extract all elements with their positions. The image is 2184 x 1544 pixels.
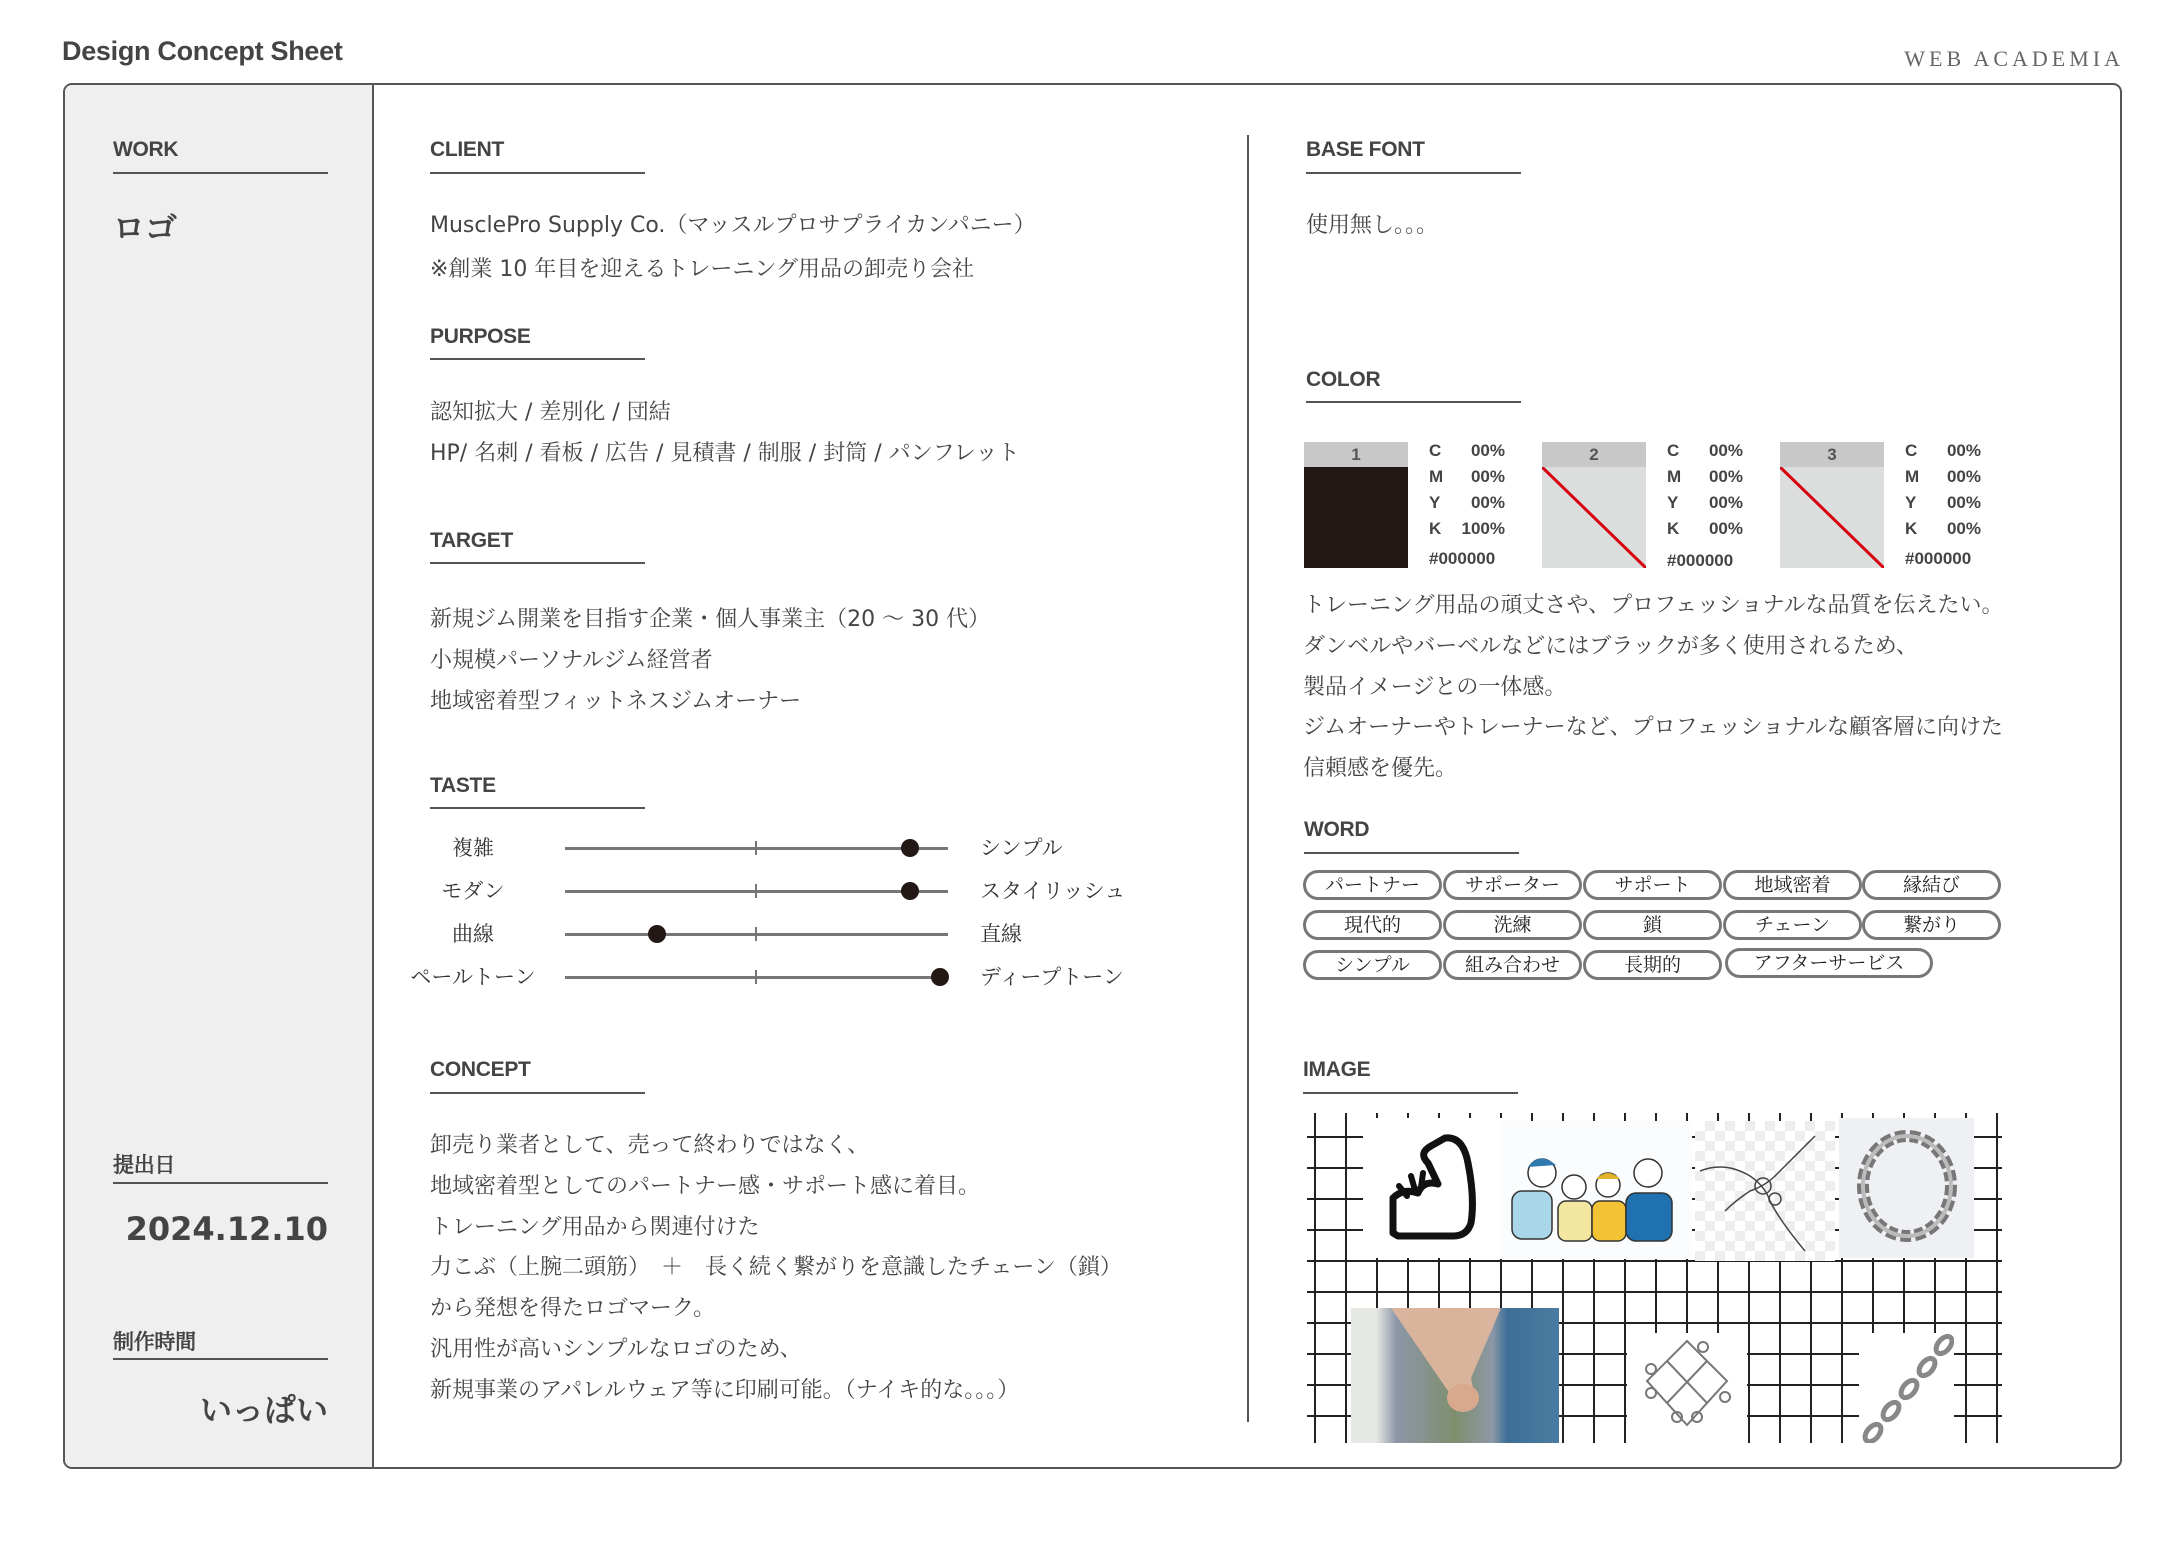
unset-slash-icon xyxy=(1542,467,1646,568)
cmyk-k-value: 100% xyxy=(1461,519,1505,538)
cmyk-c-label: C xyxy=(1905,441,1918,460)
puzzle-pieces-icon xyxy=(1627,1333,1747,1443)
cmyk-k-label: K xyxy=(1429,519,1442,538)
concept-line: 地域密着型としてのパートナー感・サポート感に着目。 xyxy=(430,1174,981,1199)
color-underline xyxy=(1306,401,1521,403)
cmyk-m-label: M xyxy=(1905,467,1920,486)
word-pill: 地域密着 xyxy=(1723,870,1862,900)
word-pill: 縁結び xyxy=(1862,870,2001,900)
cmyk-m-label: M xyxy=(1667,467,1682,486)
swatch-3-cmyk xyxy=(1905,438,1981,542)
holding-hands-photo xyxy=(1351,1308,1559,1443)
swatch-2-cmyk xyxy=(1667,438,1743,542)
slider-knob[interactable] xyxy=(931,968,949,986)
swatch-3-hex: #000000 xyxy=(1905,549,1972,568)
slider-center-tick xyxy=(755,970,757,984)
word-pill: 洗練 xyxy=(1443,910,1582,940)
slider-right-label: 直線 xyxy=(980,922,1022,946)
target-line: 地域密着型フィットネスジムオーナー xyxy=(430,689,802,714)
taste-slider-deep-tone xyxy=(410,962,1220,992)
slider-left-label: モダン xyxy=(441,879,505,903)
color-swatch-1[interactable] xyxy=(1304,442,1408,568)
cmyk-c-label: C xyxy=(1667,441,1680,460)
slider-right-label: ディープトーン xyxy=(980,965,1124,989)
word-pill: 長期的 xyxy=(1583,950,1722,980)
target-line: 新規ジム開業を目指す企業・個人事業主（20 〜 30 代） xyxy=(430,607,991,632)
slider-track-area[interactable] xyxy=(565,876,948,906)
image-underline xyxy=(1303,1092,1518,1094)
cmyk-m-value: 00% xyxy=(1708,467,1743,486)
cmyk-k-label: K xyxy=(1905,519,1918,538)
swatch-index: 1 xyxy=(1304,442,1408,467)
submitted-underline xyxy=(113,1182,328,1184)
taste-label: TASTE xyxy=(430,774,496,797)
purpose-line: HP/ 名刺 / 看板 / 広告 / 見積書 / 制服 / 封筒 / パンフレット xyxy=(430,441,1020,466)
slider-left-label: ペールトーン xyxy=(410,965,536,989)
base-font-underline xyxy=(1306,172,1521,174)
color-label: COLOR xyxy=(1306,368,1381,391)
image-label: IMAGE xyxy=(1303,1058,1371,1081)
production-time-label: 制作時間 xyxy=(113,1331,196,1354)
taste-sliders xyxy=(410,833,1220,1013)
brand-logo-text: WEB ACADEMIA xyxy=(1904,46,2124,71)
color-swatch-3[interactable] xyxy=(1780,442,1884,568)
cmyk-m-value: 00% xyxy=(1946,467,1981,486)
slider-track-area[interactable] xyxy=(565,833,948,863)
cmyk-y-value: 00% xyxy=(1708,493,1743,512)
slider-center-tick xyxy=(755,841,757,855)
swatch-1-cmyk xyxy=(1429,438,1505,542)
color-swatch-2[interactable] xyxy=(1542,442,1646,568)
swatch-index: 3 xyxy=(1780,442,1884,467)
word-pill: パートナー xyxy=(1303,870,1442,900)
sidebar xyxy=(65,85,374,1467)
color-description-line: トレーニング用品の頑丈さや、プロフェッショナルな品質を伝えたい。 xyxy=(1303,593,2004,618)
submitted-label: 提出日 xyxy=(113,1154,176,1177)
slider-right-label: スタイリッシュ xyxy=(980,879,1126,903)
taste-slider-simple xyxy=(420,833,1220,863)
target-underline xyxy=(430,562,645,564)
target-line: 小規模パーソナルジム経営者 xyxy=(430,648,713,673)
cmyk-m-label: M xyxy=(1429,467,1444,486)
swatch-fill-unset xyxy=(1542,467,1646,568)
color-description-line: ジムオーナーやトレーナーなど、プロフェッショナルな顧客層に向けた xyxy=(1303,715,2004,740)
word-pill: 現代的 xyxy=(1303,910,1442,940)
cmyk-y-value: 00% xyxy=(1946,493,1981,512)
cmyk-c-value: 00% xyxy=(1946,441,1981,460)
slider-left-label: 曲線 xyxy=(452,922,494,946)
slider-knob[interactable] xyxy=(648,925,666,943)
word-pill: シンプル xyxy=(1303,950,1442,980)
base-font-label: BASE FONT xyxy=(1306,138,1425,161)
slider-left-label: 複雑 xyxy=(452,836,494,860)
color-description-line: 信頼感を優先。 xyxy=(1303,756,1458,781)
swatch-fill-unset xyxy=(1780,467,1884,568)
concept-line: 卸売り業者として、売って終わりではなく、 xyxy=(430,1133,870,1158)
color-description-line: 製品イメージとの一体感。 xyxy=(1303,675,1567,700)
work-label: WORK xyxy=(113,138,179,161)
word-pill: 鎖 xyxy=(1583,910,1722,940)
column-divider xyxy=(1247,135,1249,1422)
slider-knob[interactable] xyxy=(901,882,919,900)
cmyk-k-value: 00% xyxy=(1708,519,1743,538)
cmyk-m-value: 00% xyxy=(1470,467,1505,486)
taste-underline xyxy=(430,807,645,809)
word-pill: サポート xyxy=(1583,870,1722,900)
purpose-underline xyxy=(430,358,645,360)
slider-right-label: シンプル xyxy=(980,836,1063,860)
word-pill: 繋がり xyxy=(1862,910,2001,940)
client-name: MusclePro Supply Co.（マッスルプロサプライカンパニー） xyxy=(430,213,1036,238)
purpose-label: PURPOSE xyxy=(430,325,531,348)
target-label: TARGET xyxy=(430,529,513,552)
concept-underline xyxy=(430,1092,645,1094)
cmyk-y-label: Y xyxy=(1905,493,1917,512)
slider-center-tick xyxy=(755,884,757,898)
chain-link-photo xyxy=(1859,1333,1954,1443)
submitted-date: 2024.12.10 xyxy=(125,1210,328,1248)
work-underline xyxy=(113,172,328,174)
word-pill: アフターサービス xyxy=(1725,948,1933,978)
slider-track-area[interactable] xyxy=(565,962,948,992)
concept-line: 汎用性が高いシンプルなロゴのため、 xyxy=(430,1337,802,1362)
word-label: WORD xyxy=(1304,818,1370,841)
taste-slider-straight xyxy=(420,919,1220,949)
client-underline xyxy=(430,172,645,174)
slider-knob[interactable] xyxy=(901,839,919,857)
word-underline xyxy=(1304,852,1519,854)
cmyk-y-label: Y xyxy=(1429,493,1441,512)
concept-sheet-card xyxy=(63,83,2122,1469)
image-moodboard-grid xyxy=(1307,1113,2002,1443)
cmyk-y-label: Y xyxy=(1667,493,1679,512)
slider-center-tick xyxy=(755,927,757,941)
concept-line: 力こぶ（上腕二頭筋） ＋ 長く続く繋がりを意識したチェーン（鎖） xyxy=(430,1255,1122,1280)
word-pill: 組み合わせ xyxy=(1443,950,1582,980)
client-label: CLIENT xyxy=(430,138,505,161)
slider-track-area[interactable] xyxy=(565,919,948,949)
cmyk-c-value: 00% xyxy=(1470,441,1505,460)
cmyk-c-value: 00% xyxy=(1708,441,1743,460)
cmyk-c-label: C xyxy=(1429,441,1442,460)
cmyk-y-value: 00% xyxy=(1470,493,1505,512)
concept-line: トレーニング用品から関連付けた xyxy=(430,1215,760,1240)
concept-label: CONCEPT xyxy=(430,1058,531,1081)
chain-bracelet-photo xyxy=(1839,1118,1974,1258)
production-time-underline xyxy=(113,1358,328,1360)
color-description-line: ダンベルやバーベルなどにはブラックが多く使用されるため、 xyxy=(1303,634,1918,659)
production-time-value: いっぱい xyxy=(199,1391,328,1429)
word-pill: サポーター xyxy=(1443,870,1582,900)
unset-slash-icon xyxy=(1780,467,1884,568)
cmyk-k-value: 00% xyxy=(1946,519,1981,538)
sheet-title: Design Concept Sheet xyxy=(62,36,343,66)
purpose-line: 認知拡大 / 差別化 / 団結 xyxy=(430,400,671,425)
swatch-1-hex: #000000 xyxy=(1429,549,1496,568)
swatch-fill-black xyxy=(1304,467,1408,568)
word-pill: チェーン xyxy=(1723,910,1862,940)
swatch-2-hex: #000000 xyxy=(1667,551,1734,570)
concept-line: から発想を得たロゴマーク。 xyxy=(430,1296,716,1321)
flexed-bicep-icon xyxy=(1363,1118,1503,1258)
base-font-value: 使用無し。。。 xyxy=(1306,213,1439,238)
swatch-index: 2 xyxy=(1542,442,1646,467)
team-illustration xyxy=(1500,1121,1692,1259)
cmyk-k-label: K xyxy=(1667,519,1680,538)
concept-line: 新規事業のアパレルウェア等に印刷可能。（ナイキ的な。。。） xyxy=(430,1378,1020,1403)
hands-chain-sketch xyxy=(1695,1121,1835,1261)
taste-slider-stylish xyxy=(420,876,1220,906)
client-note: ※創業 10 年目を迎えるトレーニング用品の卸売り会社 xyxy=(430,257,974,282)
work-value: ロゴ xyxy=(113,209,178,247)
